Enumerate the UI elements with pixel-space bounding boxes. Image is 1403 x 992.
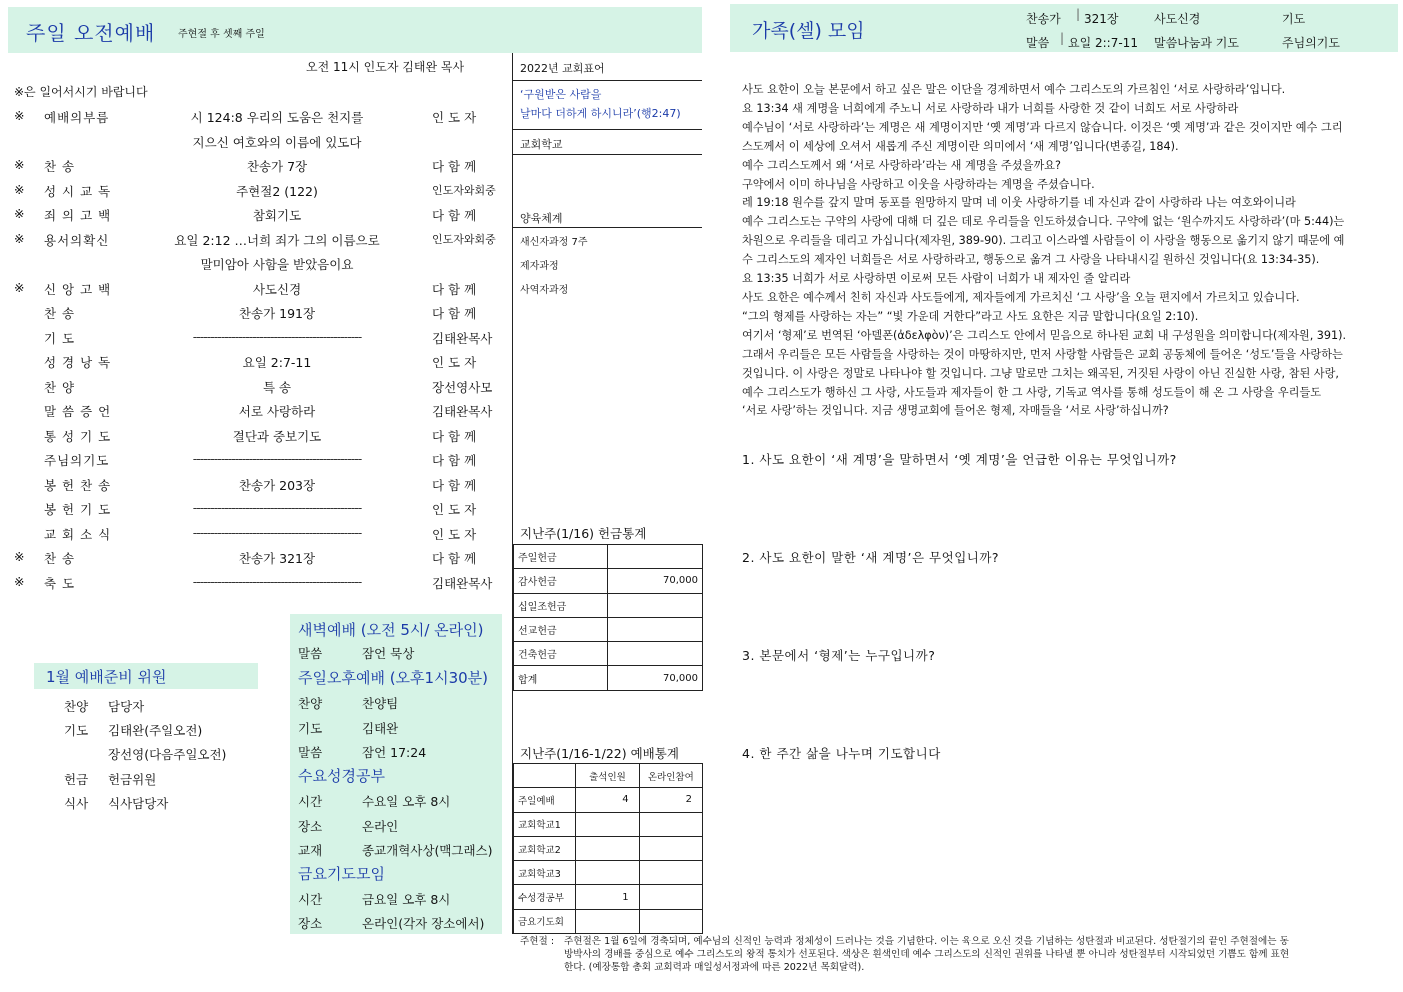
standing-mark: ※ bbox=[14, 549, 25, 564]
school-label: 교회학교 bbox=[520, 138, 563, 151]
pm-key: 기도 bbox=[298, 721, 323, 736]
order-item-name: 교 회 소 식 bbox=[44, 526, 112, 542]
training-item: 사역자과정 bbox=[520, 285, 569, 296]
order-item-leader: 인 도 자 bbox=[432, 355, 477, 370]
paragraph-line: 예수 그리스도는 구약의 사랑에 대해 더 깊은 데로 우리들을 인도하셨습니다. 구약에 없는 ‘원수까지도 사랑하라’(마 5:44)는 bbox=[742, 215, 1345, 229]
order-item-content: 찬송가 7장 bbox=[246, 159, 308, 174]
paragraph-line: ‘서로 사랑’하는 것입니다. 지금 생명교회에 들어온 형제, 자매들을 ‘서로 사랑’하십니까? bbox=[742, 404, 1169, 418]
attendance-online bbox=[639, 836, 702, 860]
training-label: 양육체계 bbox=[520, 212, 563, 225]
order-item-name: 찬 송 bbox=[44, 306, 76, 321]
standing-mark: ※ bbox=[14, 108, 25, 123]
order-item bbox=[12, 570, 512, 594]
order-item-name: 성 경 낭 독 bbox=[44, 355, 112, 370]
order-item-leader: 다 함 께 bbox=[432, 453, 477, 468]
pm-value: 김태완 bbox=[362, 721, 399, 736]
wed-value: 종교개혁사상(맥그래스) bbox=[362, 843, 493, 858]
table-row bbox=[514, 812, 703, 836]
cell-r1-a: 찬송가 bbox=[1026, 12, 1061, 26]
order-item-name: 예배의부름 bbox=[44, 110, 110, 125]
offering-amount: 70,000 bbox=[608, 666, 703, 690]
order-item-leader: 다 함 께 bbox=[432, 208, 477, 223]
order-item-content: ------------------------------------------------ bbox=[192, 328, 362, 344]
attendance-present: 4 bbox=[576, 788, 639, 812]
order-item-content: ------------------------------------------------ bbox=[192, 451, 362, 466]
attendance-label: 교회학교1 bbox=[514, 812, 576, 836]
order-item-content: ------------------------------------------------ bbox=[192, 500, 362, 515]
attendance-label: 교회학교2 bbox=[514, 836, 576, 860]
order-item-name: 성 시 교 독 bbox=[44, 183, 112, 199]
paragraph-line: 스도께서 이 세상에 오셔서 새롭게 주신 계명이란 의미에서 ‘새 계명’입니다(변종길, 184). bbox=[742, 139, 1179, 153]
order-item-leader: 김태완목사 bbox=[432, 330, 493, 346]
fri-key: 시간 bbox=[298, 892, 323, 907]
prep-key: 헌금 bbox=[64, 772, 89, 787]
order-item-leader: 인도자와회중 bbox=[432, 183, 496, 197]
dawn-title: 새벽예배 (오전 5시/ 온라인) bbox=[298, 621, 484, 639]
order-item-content: 참회기도 bbox=[252, 208, 302, 223]
paragraph-line: 사도 요한은 예수께서 친히 자신과 사도들에게, 제자들에게 가르치신 ‘그 사랑’을 오늘 편지에서 가르치고 있습니다. bbox=[742, 290, 1300, 304]
order-item bbox=[12, 300, 512, 324]
weekly-meetings-box bbox=[290, 614, 502, 934]
prep-value: 담당자 bbox=[108, 699, 145, 714]
wed-key: 교재 bbox=[298, 843, 323, 858]
prep-value: 헌금위원 bbox=[108, 772, 157, 787]
divider bbox=[513, 80, 702, 81]
order-item-content: 결단과 중보기도 bbox=[232, 428, 322, 444]
table-row bbox=[514, 909, 703, 933]
offering-label: 선교헌금 bbox=[514, 617, 608, 641]
order-item-content: 특 송 bbox=[262, 379, 292, 395]
order-item-leader: 인 도 자 bbox=[432, 526, 477, 542]
order-item bbox=[12, 153, 512, 177]
order-item-leader: 다 함 께 bbox=[432, 551, 477, 566]
fri-value: 금요일 오후 8시 bbox=[362, 892, 451, 907]
order-item-content: 요일 2:7-11 bbox=[242, 355, 312, 370]
order-item-content: 말미암아 사함을 받았음이요 bbox=[200, 257, 354, 272]
order-item-name: 찬 양 bbox=[44, 379, 76, 395]
order-item-leader: 인도자와회중 bbox=[432, 232, 496, 246]
pm-key: 말씀 bbox=[298, 745, 323, 760]
order-item bbox=[12, 276, 512, 300]
order-item bbox=[12, 227, 512, 251]
prep-committee-header bbox=[34, 663, 258, 689]
paragraph-line: 요 13:35 너희가 서로 사랑하면 이로써 모든 사람이 너희가 내 제자인 줄 알리라 bbox=[742, 272, 1131, 286]
order-item bbox=[12, 521, 512, 545]
attendance-label: 수성경공부 bbox=[514, 885, 576, 909]
attendance-label: 교회학교3 bbox=[514, 861, 576, 885]
attendance-header: 온라인참여 bbox=[639, 764, 702, 788]
order-item-name: 기 도 bbox=[44, 330, 76, 346]
order-item-leader: 다 함 께 bbox=[432, 306, 477, 321]
paragraph-line: 예수 그리스도께서 왜 ‘서로 사랑하라’라는 새 계명을 주셨을까요? bbox=[742, 158, 1061, 172]
attendance-present bbox=[576, 836, 639, 860]
training-item: 제자과정 bbox=[520, 261, 559, 272]
footnote-line: 한다. (예장통합 총회 교회력과 매일성서정과에 따른 2022년 목회달력). bbox=[564, 962, 865, 973]
cell-title: 가족(셀) 모임 bbox=[752, 20, 865, 42]
offering-label: 십일조헌금 bbox=[514, 593, 608, 617]
order-item-name: 축 도 bbox=[44, 575, 76, 591]
wed-value: 수요일 오후 8시 bbox=[362, 794, 451, 809]
pm-value: 찬양팀 bbox=[362, 696, 399, 711]
table-row bbox=[514, 617, 703, 641]
order-item-content: 찬송가 191장 bbox=[238, 306, 316, 321]
attendance-label: 주일예배 bbox=[514, 788, 576, 812]
attendance-present: 1 bbox=[576, 885, 639, 909]
worship-header bbox=[8, 7, 702, 53]
table-header-row bbox=[514, 764, 703, 788]
order-item bbox=[12, 496, 512, 520]
paragraph-line: 예수 그리스도가 행하신 그 사랑, 사도들과 제자들이 한 그 사랑, 기독교 역사를 통해 성도들이 해 온 그 사랑을 우리들도 bbox=[742, 385, 1322, 399]
wed-value: 온라인 bbox=[362, 819, 399, 834]
order-item bbox=[12, 104, 512, 128]
question-2: 2. 사도 요한이 말한 ‘새 계명’은 무엇입니까? bbox=[742, 550, 1000, 565]
standing-mark: ※ bbox=[14, 181, 25, 197]
order-item bbox=[12, 423, 512, 447]
attendance-online: 2 bbox=[639, 788, 702, 812]
paragraph-line: 사도 요한이 오늘 본문에서 하고 싶은 말은 이단을 경계하면서 예수 그리스도의 가르침인 ‘서로 사랑하라’입니다. bbox=[742, 83, 1286, 96]
table-row bbox=[514, 593, 703, 617]
order-item bbox=[12, 545, 512, 569]
attendance-header bbox=[514, 764, 576, 788]
divider bbox=[513, 129, 702, 130]
question-4: 4. 한 주간 삶을 나누며 기도합니다 bbox=[742, 746, 941, 761]
standing-mark: ※ bbox=[14, 279, 25, 295]
order-item-leader: 인 도 자 bbox=[432, 110, 477, 125]
offering-amount bbox=[608, 642, 703, 666]
wed-key: 시간 bbox=[298, 794, 323, 809]
order-item-leader: 인 도 자 bbox=[432, 502, 477, 517]
cell-r1-b: 321장 bbox=[1084, 12, 1119, 26]
footnote-label: 주현절 : bbox=[520, 936, 555, 947]
pm-value: 잠언 17:24 bbox=[362, 745, 427, 760]
offering-label: 감사헌금 bbox=[514, 569, 608, 593]
paragraph-line: 구약에서 이미 하나님을 사랑하고 이웃을 사랑하라는 계명을 주셨습니다. bbox=[742, 177, 1095, 191]
motto-line1: ‘구원받은 사람을 bbox=[520, 88, 602, 101]
order-item bbox=[12, 374, 512, 398]
order-item-content: 요일 2:12 …너희 죄가 그의 이름으로 bbox=[174, 232, 380, 248]
order-item bbox=[12, 398, 512, 422]
order-item bbox=[12, 472, 512, 496]
order-item-content: 시 124:8 우리의 도움은 천지를 bbox=[190, 110, 364, 125]
standing-mark: ※ bbox=[14, 573, 25, 589]
order-item-leader: 다 함 께 bbox=[432, 281, 477, 297]
offering-amount bbox=[608, 545, 703, 569]
pm-key: 찬양 bbox=[298, 696, 323, 711]
paragraph-line: “그의 형제를 사랑하는 자는” “빛 가운데 거한다”라고 사도 요한은 지금 말합니다(요일 2:10). bbox=[742, 309, 1199, 323]
attendance-label: 금요기도회 bbox=[514, 909, 576, 933]
offering-label: 합계 bbox=[514, 666, 608, 690]
order-item-leader: 장선영사모 bbox=[432, 379, 493, 395]
order-item bbox=[12, 447, 512, 471]
table-row bbox=[514, 642, 703, 666]
attendance-present bbox=[576, 909, 639, 933]
cell-r2-b: 요일 2::7-11 bbox=[1068, 36, 1138, 50]
paragraph-line: 여기서 ‘형제’로 번역된 ‘아델폰(ἀδελφὸν)’은 그리스도 안에서 믿음으로 하나된 교회 내 구성원을 의미합니다(제자원, 391). bbox=[742, 328, 1347, 342]
training-item: 새신자과정 7주 bbox=[520, 237, 588, 248]
table-row bbox=[514, 836, 703, 860]
offering-table bbox=[513, 544, 703, 691]
pm-title: 주일오후예배 (오후1시30분) bbox=[298, 669, 489, 687]
prep-key: 식사 bbox=[64, 796, 89, 811]
paragraph-line: 그래서 우리들은 모든 사람들을 사랑하는 것이 마땅하지만, 먼저 사랑할 사람들은 교회 공동체에 들어온 ‘성도’들을 사랑하는 bbox=[742, 347, 1343, 361]
order-item-leader: 김태완목사 bbox=[432, 575, 493, 591]
wed-title: 수요성경공부 bbox=[298, 767, 385, 785]
order-item-name: 봉 헌 찬 송 bbox=[44, 477, 112, 493]
offering-title: 지난주(1/16) 헌금통계 bbox=[520, 526, 647, 541]
prep-value: 김태완(주일오전) bbox=[108, 723, 203, 738]
order-item-name: 주님의기도 bbox=[44, 453, 110, 468]
offering-amount bbox=[608, 593, 703, 617]
standing-note: ※은 일어서시기 바랍니다 bbox=[14, 85, 148, 99]
cell-r1-c: 사도신경 bbox=[1154, 12, 1201, 26]
paragraph-line: 요 13:34 새 계명을 너희에게 주노니 서로 사랑하라 내가 너희를 사랑한 것 같이 너희도 서로 사랑하라 bbox=[742, 101, 1239, 115]
order-item-content: ------------------------------------------------ bbox=[192, 524, 362, 540]
order-item-leader: 김태완목사 bbox=[432, 404, 493, 419]
fri-title: 금요기도모임 bbox=[298, 865, 385, 883]
fri-key: 장소 bbox=[298, 916, 323, 931]
order-item bbox=[12, 325, 512, 349]
order-item-name: 용서의확신 bbox=[44, 232, 110, 248]
order-item-name: 봉 헌 기 도 bbox=[44, 502, 112, 517]
order-item-name: 말 씀 증 언 bbox=[44, 404, 112, 419]
attendance-online bbox=[639, 812, 702, 836]
order-item-leader: 다 함 께 bbox=[432, 159, 477, 174]
order-item-content: 주현절2 (122) bbox=[236, 183, 318, 199]
motto-title: 2022년 교회표어 bbox=[520, 62, 605, 75]
order-item-content: 찬송가 203장 bbox=[238, 477, 316, 493]
order-item-name: 신 앙 고 백 bbox=[44, 281, 112, 297]
attendance-online bbox=[639, 909, 702, 933]
order-item-name: 찬 송 bbox=[44, 159, 76, 174]
offering-amount bbox=[608, 617, 703, 641]
order-item bbox=[12, 349, 512, 373]
attendance-title: 지난주(1/16-1/22) 예배통계 bbox=[520, 746, 679, 761]
standing-mark: ※ bbox=[14, 206, 25, 221]
table-row bbox=[514, 788, 703, 812]
standing-mark: ※ bbox=[14, 157, 25, 172]
order-item-leader: 다 함 께 bbox=[432, 477, 477, 493]
order-item-content: ------------------------------------------------ bbox=[192, 573, 362, 589]
offering-amount: 70,000 bbox=[608, 569, 703, 593]
order-item bbox=[12, 178, 512, 202]
wed-key: 장소 bbox=[298, 819, 323, 834]
separator-icon: | bbox=[1060, 31, 1065, 45]
cell-r2-c: 말씀나눔과 기도 bbox=[1154, 36, 1239, 50]
divider bbox=[513, 227, 702, 228]
cell-header bbox=[730, 4, 1398, 52]
worship-title: 주일 오전예배 bbox=[26, 21, 156, 45]
prep-value: 장선영(다음주일오전) bbox=[108, 747, 227, 762]
order-item-content: 사도신경 bbox=[252, 281, 302, 297]
divider bbox=[513, 154, 702, 155]
paragraph-line: 차원으로 우리들을 데리고 가십니다(제자원, 389-90). 그리고 이스라엘 사람들이 이 사랑을 행동으로 옮기지 않기 때문에 예 bbox=[742, 234, 1345, 248]
offering-label: 주일헌금 bbox=[514, 545, 608, 569]
prep-title: 1월 예배준비 위원 bbox=[46, 668, 167, 686]
order-item bbox=[12, 202, 512, 226]
table-row bbox=[514, 545, 703, 569]
order-item bbox=[12, 129, 512, 153]
cell-r2-d: 주님의기도 bbox=[1282, 36, 1340, 50]
table-row bbox=[514, 861, 703, 885]
attendance-online bbox=[639, 861, 702, 885]
sermon-paragraph bbox=[742, 81, 1390, 421]
order-item-name: 통 성 기 도 bbox=[44, 428, 112, 444]
attendance-table bbox=[513, 763, 703, 934]
separator-icon: | bbox=[1076, 7, 1081, 21]
question-3: 3. 본문에서 ‘형제’는 누구입니까? bbox=[742, 648, 936, 663]
prep-key: 기도 bbox=[64, 723, 89, 738]
order-item-name: 죄 의 고 백 bbox=[44, 208, 112, 223]
standing-mark: ※ bbox=[14, 230, 25, 246]
question-1: 1. 사도 요한이 ‘새 계명’을 말하면서 ‘옛 계명’을 언급한 이유는 무엇입니까? bbox=[742, 452, 1177, 467]
epiphany-footnote bbox=[520, 935, 1390, 974]
motto-line2: 날마다 더하게 하시니라’(행2:47) bbox=[520, 107, 681, 120]
table-row bbox=[514, 885, 703, 909]
prep-value: 식사담당자 bbox=[108, 796, 169, 811]
order-item-content: 서로 사랑하라 bbox=[238, 404, 316, 419]
paragraph-line: 예수님이 ‘서로 사랑하라’는 계명은 새 계명이지만 ‘옛 계명’과 다르지 않습니다. 이것은 ‘옛 계명’과 같은 것이지만 예수 그리 bbox=[742, 120, 1343, 134]
attendance-present bbox=[576, 812, 639, 836]
dawn-value: 잠언 묵상 bbox=[362, 646, 415, 661]
cell-r1-d: 기도 bbox=[1282, 12, 1306, 26]
footnote-line: 방박사의 경배를 중심으로 예수 그리스도의 왕적 통치가 선포된다. 색상은 흰색인데 예수 그리스도의 신적인 권위를 나타낼 뿐 아니라 성탄절부터 시작되었던 기쁨도 함께 표현 bbox=[564, 949, 1290, 960]
order-item-content: 지으신 여호와의 이름에 있도다 bbox=[192, 134, 362, 150]
table-row bbox=[514, 666, 703, 690]
paragraph-line: 것입니다. 이 사랑은 정말로 나타나야 할 것입니다. 그냥 말로만 그치는 왜곡된, 거짓된 사랑이 아닌 진실한 사랑, 참된 사랑, bbox=[742, 366, 1339, 380]
prep-key: 찬양 bbox=[64, 699, 89, 714]
fri-value: 온라인(각자 장소에서) bbox=[362, 916, 485, 931]
order-item-name: 찬 송 bbox=[44, 551, 76, 566]
footnote-line: 주현절은 1월 6일에 경축되며, 예수님의 신적인 능력과 정체성이 드러나는 것을 기념한다. 이는 육으로 오신 것을 기념하는 성탄절과 비교된다. 성탄절기의 끝인 주현절에는 동 bbox=[564, 936, 1289, 947]
leader-line: 오전 11시 인도자 김태완 목사 bbox=[306, 60, 465, 74]
offering-label: 건축헌금 bbox=[514, 642, 608, 666]
table-row bbox=[514, 569, 703, 593]
cell-r2-a: 말씀 bbox=[1026, 36, 1050, 50]
order-item bbox=[12, 251, 512, 275]
worship-subtitle: 주현절 후 셋째 주일 bbox=[178, 29, 265, 40]
paragraph-line: 레 19:18 원수를 갚지 말며 동포를 원망하지 말며 네 이웃 사랑하기를 네 자신과 같이 사랑하라 나는 여호와이니라 bbox=[742, 196, 1296, 210]
order-item-leader: 다 함 께 bbox=[432, 428, 477, 444]
attendance-present bbox=[576, 861, 639, 885]
dawn-key: 말씀 bbox=[298, 646, 323, 661]
order-item-content: 찬송가 321장 bbox=[238, 551, 316, 566]
attendance-header: 출석인원 bbox=[576, 764, 639, 788]
attendance-online bbox=[639, 885, 702, 909]
paragraph-line: 수 그리스도의 제자인 너희들은 서로 사랑하라고, 행동으로 옮겨 그 사랑을 나타내시길 원하신 것입니다(요 13:34-35). bbox=[742, 253, 1320, 267]
